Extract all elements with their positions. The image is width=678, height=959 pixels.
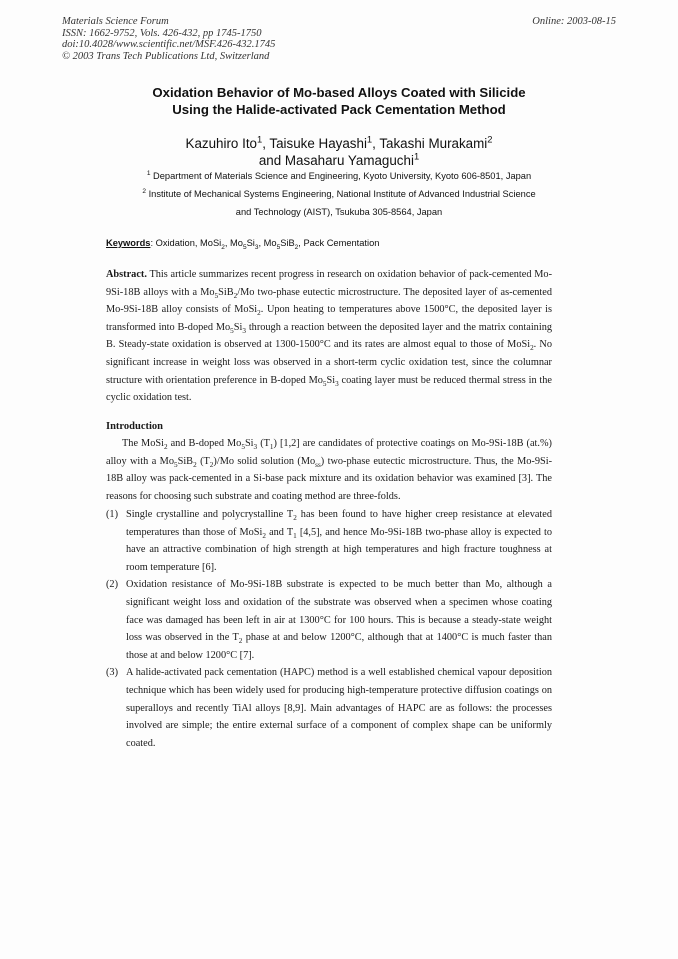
intro-text: (T [257,438,270,449]
subscript: 5 [230,326,234,335]
introduction-body [106,435,552,505]
subscript: 2 [221,243,225,251]
intro-text: Si [244,438,254,449]
journal-meta [62,16,275,62]
intro-text: (T [196,455,210,467]
abstract-text: . Upon heating to temperatures above 1500°C, the deposited layer is transformed into B-doped Mo [106,304,552,333]
author-affil-marker: 1 [257,134,263,145]
affil-text: Institute of Mechanical Systems Engineering, National Institute of Advanced Industrial Science [145,189,536,199]
list-text: has been found to have higher creep resistance at elevated temperatures than those of MoSi [126,509,552,538]
subscript: 3 [254,243,259,251]
issn-line: ISSN: 1662-9752, Vols. 426-432, pp 1745-1750 [62,27,262,39]
paper-title [60,84,618,118]
intro-text: ) [1,2] are candidates of protective coatings on Mo-9Si-18B (at.%) alloy with a Mo [106,438,552,467]
abstract-text: SiB [218,286,234,298]
abstract-text: Si [233,321,243,333]
author-name: Kazuhiro Ito [185,136,257,151]
keywords-label: Keywords [106,238,151,248]
list-number: (2) [106,579,119,591]
abstract-label: Abstract. [106,269,147,280]
subscript: 2 [293,514,297,523]
author-affil-marker: 1 [413,151,420,162]
abstract-text: . No significant increase in weight loss was observed in a short-term cyclic oxidation test, since the columnar structure with orientation preference in B-doped Mo [106,339,553,386]
intro-text: )/Mo solid solution (Mo [213,455,316,467]
subscript: 1 [269,443,274,452]
subscript: 2 [233,291,238,300]
abstract-text: Si [326,374,336,386]
affiliation-2-continued: and Technology (AIST), Tsukuba 305-8564, Japan [235,207,443,217]
subscript: 5 [242,243,247,251]
abstract-text: coating layer must be reduced thermal stress in the cyclic oxidation test. [106,374,552,404]
keywords-sep: : [150,238,156,248]
list-number: (3) [106,667,119,679]
keywords-text: , Pack Cementation [298,238,380,248]
affiliation-1 [60,167,618,185]
subscript: 2 [238,637,243,646]
abstract-text: This article summarizes recent progress in research on oxidation behavior of pack-cemented Mo-9Si-18B alloys with a Mo [106,269,552,298]
subscript: 5 [241,443,245,452]
keywords-text: Oxidation, MoSi [155,238,222,248]
subscript: 3 [335,379,339,388]
affiliation-2 [60,185,618,203]
author-affil-marker: 2 [487,134,493,145]
subscript: 1 [293,531,297,540]
journal-name: Materials Science Forum [62,16,169,27]
author-name: , Taisuke Hayashi [262,136,367,151]
subscript: 5 [276,243,281,251]
section-heading-introduction: Introduction [106,421,163,432]
list-text: [4,5], and hence Mo-9Si-18B two-phase alloy is expected to have an attractive combination of high strength at high temperatures and high fracture toughness at room temperature [6]. [126,526,553,573]
subscript: 2 [257,309,261,318]
title-line-1: Oxidation Behavior of Mo-based Alloys Coated with Silicide [152,85,526,100]
title-line-2: Using the Halide-activated Pack Cementation Method [172,102,506,117]
list-text: A halide-activated pack cementation (HAPC) method is a well established chemical vapour deposition technique which has been widely used for producing high-temperature protective diffusion coatings on superalloys and recently TiAl alloys [8,9]. Main advantages of HAPC are as follows: the processes involved are simple; the entire external surface of a component of complex shape can be uniformly coated. [126,667,552,749]
affil-marker: 1 [146,169,151,177]
affil-text: Department of Materials Science and Engineering, Kyoto University, Kyoto 606-8501, Japan [150,171,532,181]
subscript: 5 [173,460,178,469]
abstract-text: through a reaction between the deposited layer and the matrix containing B. Steady-state oxidation is observed at 1300-1500°C and its rates are almost equal to those of MoSi [106,321,552,351]
subscript: 3 [253,443,258,452]
subscript: 2 [193,460,197,469]
intro-paragraph [106,435,552,505]
author-list [60,135,618,169]
subscript: 2 [262,531,267,540]
keywords-text: Si [246,238,255,248]
intro-text: ) two-phase eutectic microstructure. Thus, the Mo-9Si-18B alloy was pack-cemented in a Si-base pack mixture and its oxidation behavior was examined [3]. The reasons for choosing such substrate and coating method are three-folds. [106,455,553,502]
list-text: Oxidation resistance of Mo-9Si-18B substrate is expected to be much better than Mo, although a significant weight loss and oxidation of the substrate was observed when a specimen whose coating face was damaged has been left in air at 1300°C for 100 hours. This is because a steady-state weight loss was observed in the T [126,579,552,644]
subscript: 2 [294,243,299,251]
doi-line: doi:10.4028/www.scientific.net/MSF.426-432.1745 [62,39,276,50]
intro-text: and B-doped Mo [167,438,242,449]
subscript: 5 [322,379,327,388]
author-name: and Masaharu Yamaguchi [258,153,414,168]
affil-marker: 2 [142,187,146,195]
authors-line-1 [60,135,618,152]
list-text: and T [266,526,294,538]
author-name: , Takashi Murakami [372,136,488,151]
author-affil-marker: 1 [366,134,373,145]
list-item [106,506,552,576]
subscript: 2 [530,344,534,353]
list-number: (1) [106,509,119,520]
keywords [106,238,380,251]
list-item [106,664,552,752]
intro-text: SiB [177,455,194,467]
list-item [106,576,552,664]
abstract-text: /Mo two-phase eutectic microstructure. The deposited layer of as-cemented Mo-9Si-18B alloy consists of MoSi [106,286,553,316]
subscript: 5 [214,291,219,300]
keywords-text: , Mo [224,238,243,248]
list-text: Single crystalline and polycrystalline T [126,509,294,520]
intro-text: The MoSi [122,438,164,449]
subscript: ss [315,460,321,469]
subscript: 2 [163,443,168,452]
abstract [106,266,552,407]
list-text: phase at and below 1200°C, although that at 1400°C is much faster than those at and below 1200°C [7]. [126,632,552,661]
subscript: 3 [242,326,246,335]
online-date: Online: 2003-08-15 [532,16,616,27]
copyright-line: © 2003 Trans Tech Publications Ltd, Switzerland [62,50,270,62]
keywords-text: SiB [280,238,295,248]
keywords-text: , Mo [258,238,277,248]
subscript: 2 [209,460,214,469]
reasons-list [106,506,552,752]
